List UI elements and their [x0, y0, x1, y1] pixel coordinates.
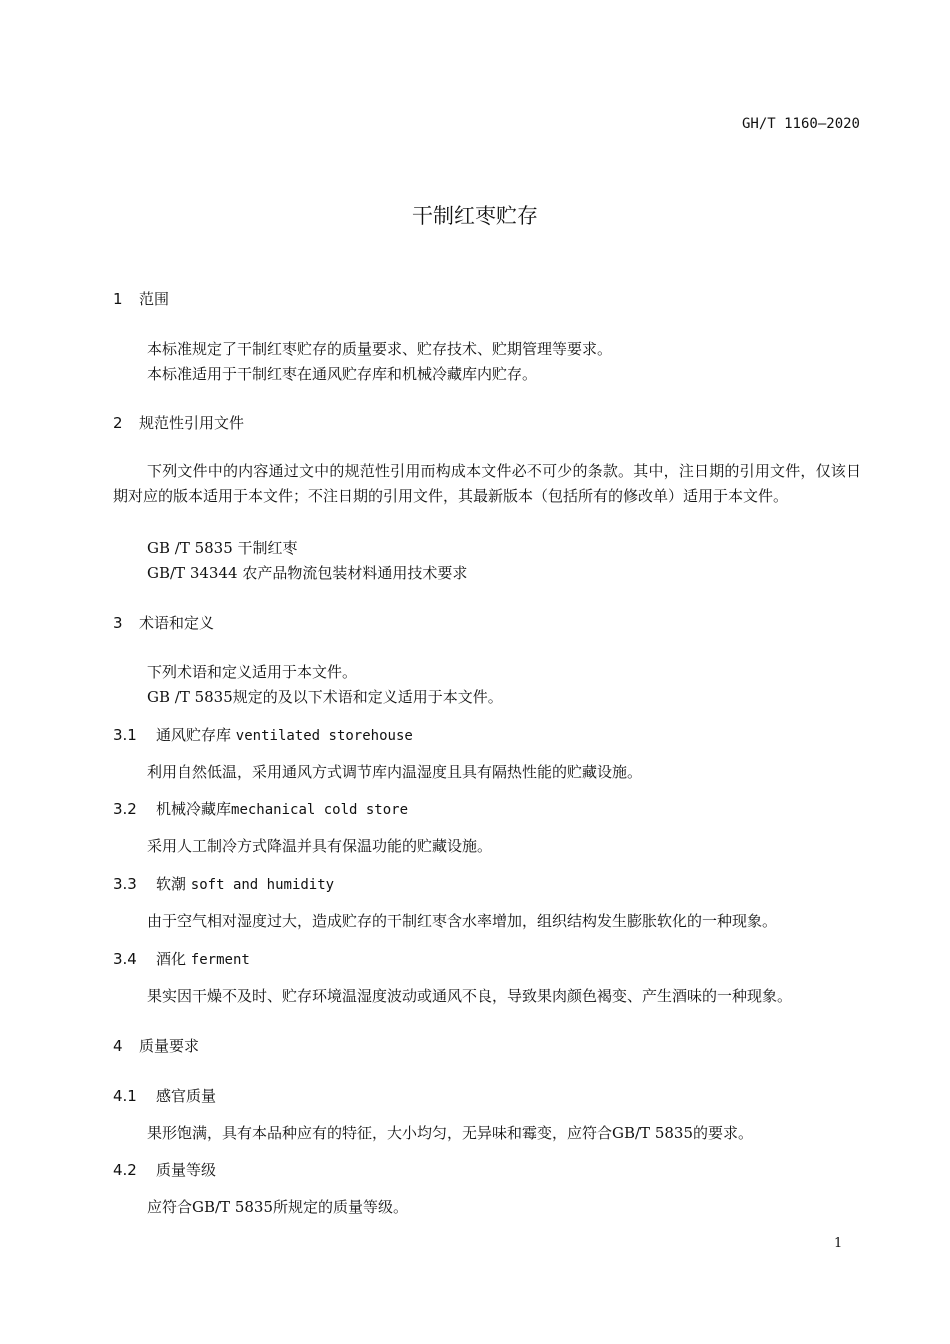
subsection-number: 4.1	[113, 1087, 137, 1105]
paragraph: GB /T 5835规定的及以下术语和定义适用于本文件。	[147, 688, 503, 706]
section-title: 范围	[139, 290, 170, 308]
section-1-heading	[113, 288, 169, 309]
term-definition: 利用自然低温，采用通风方式调节库内温湿度且具有隔热性能的贮藏设施。	[147, 763, 643, 781]
term-zh: 酒化	[156, 950, 187, 968]
term-heading	[113, 948, 250, 969]
term-zh: 软潮	[156, 875, 187, 893]
term-number: 3.3	[113, 875, 137, 893]
section-3-heading	[113, 612, 214, 633]
term-number: 3.2	[113, 800, 137, 818]
section-title: 术语和定义	[139, 614, 215, 632]
term-heading	[113, 873, 334, 894]
subsection-title: 感官质量	[156, 1087, 217, 1105]
term-en: ferment	[190, 952, 250, 968]
term-en: mechanical cold store	[231, 802, 409, 818]
term-heading	[113, 724, 413, 745]
term-zh: 机械冷藏库	[156, 800, 232, 818]
subsection-number: 4.2	[113, 1161, 137, 1179]
paragraph: 应符合GB/T 5835所规定的质量等级。	[147, 1198, 409, 1216]
reference-item: GB /T 5835 干制红枣	[147, 539, 298, 557]
section-number: 1	[113, 290, 123, 308]
subsection-title: 质量等级	[156, 1161, 217, 1179]
section-title: 质量要求	[139, 1037, 200, 1055]
subsection-heading	[113, 1085, 216, 1106]
section-number: 2	[113, 414, 123, 432]
paragraph: 本标准规定了干制红枣贮存的质量要求、贮存技术、贮期管理等要求。	[147, 340, 613, 358]
term-number: 3.1	[113, 726, 137, 744]
paragraph: 果形饱满，具有本品种应有的特征，大小均匀，无异味和霉变，应符合GB/T 5835的要求。	[147, 1124, 754, 1142]
term-definition: 采用人工制冷方式降温并具有保温功能的贮藏设施。	[147, 837, 493, 855]
section-4-heading	[113, 1035, 199, 1056]
reference-item: GB/T 34344 农产品物流包装材料通用技术要求	[147, 564, 468, 582]
term-heading	[113, 798, 408, 819]
section-title: 规范性引用文件	[139, 414, 245, 432]
term-number: 3.4	[113, 950, 137, 968]
document-title: 干制红枣贮存	[412, 204, 538, 228]
term-definition: 果实因干燥不及时、贮存环境温湿度波动或通风不良，导致果肉颜色褐变、产生酒味的一种现象。	[147, 987, 793, 1005]
paragraph: 下列术语和定义适用于本文件。	[147, 663, 358, 681]
subsection-heading	[113, 1159, 216, 1180]
term-en: ventilated storehouse	[235, 728, 413, 744]
paragraph: 本标准适用于干制红枣在通风贮存库和机械冷藏库内贮存。	[147, 365, 538, 383]
section-number: 4	[113, 1037, 123, 1055]
standard-code: GH/T 1160—2020	[741, 116, 860, 132]
section-2-heading	[113, 412, 244, 433]
term-zh: 通风贮存库	[156, 726, 232, 744]
page-number: 1	[834, 1236, 843, 1251]
section-number: 3	[113, 614, 123, 632]
term-definition: 由于空气相对湿度过大，造成贮存的干制红枣含水率增加，组织结构发生膨胀软化的一种现象。	[147, 912, 778, 930]
term-en: soft and humidity	[190, 877, 335, 893]
paragraph-normative-intro: 下列文件中的内容通过文中的规范性引用而构成本文件必不可少的条款。其中，注日期的引用文件，仅该日期对应的版本适用于本文件；不注日期的引用文件，其最新版本（包括所有的修改单）适用于本文件。	[113, 462, 861, 505]
